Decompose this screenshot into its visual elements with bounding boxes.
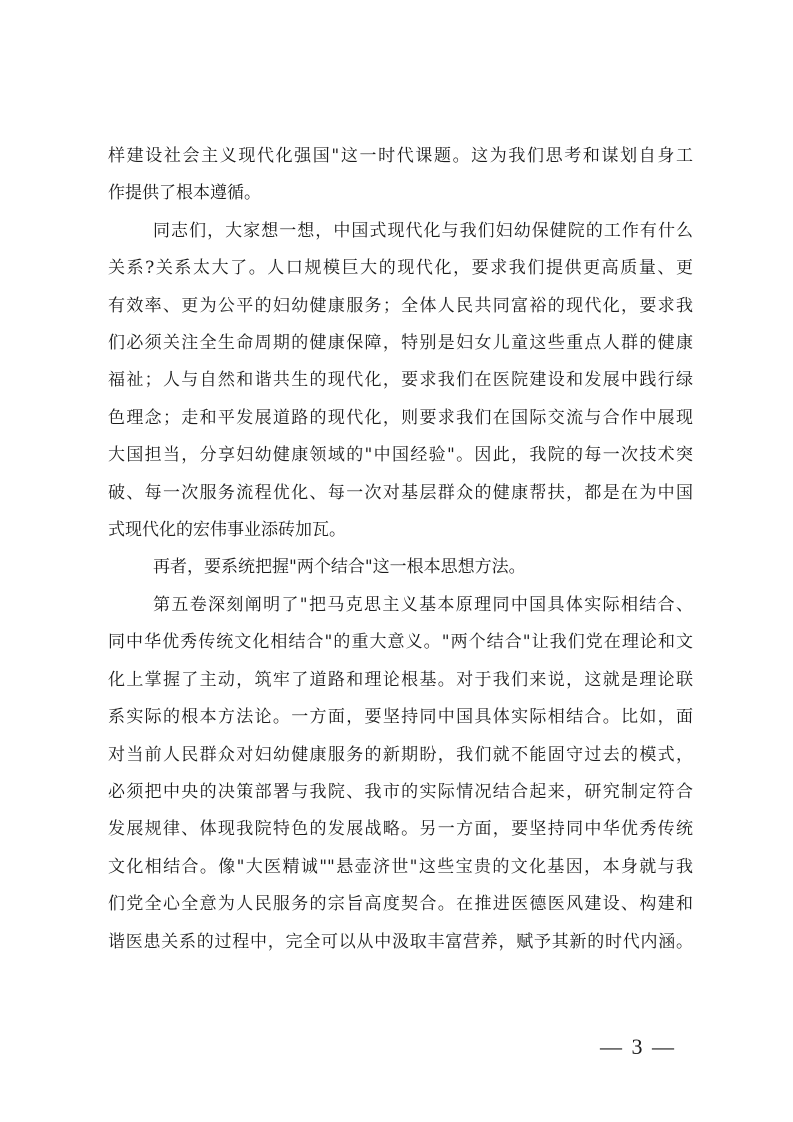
text-line: 必须把中央的决策部署与我院、我市的实际情况结合起来，研究制定符合 xyxy=(108,781,693,802)
text-line: 谐医患关系的过程中，完全可以从中汲取丰富营养，赋予其新的时代内涵。 xyxy=(108,931,693,952)
text-line: 第五卷深刻阐明了"把马克思主义基本原理同中国具体实际相结合、 xyxy=(153,594,693,615)
text-line: 有效率、更为公平的妇幼健康服务；全体人民共同富裕的现代化，要求我 xyxy=(108,295,693,316)
text-line: 对当前人民群众对妇幼健康服务的新期盼，我们就不能固守过去的模式， xyxy=(108,744,693,765)
paragraph-continuation xyxy=(108,138,693,213)
text-line: 样建设社会主义现代化强国"这一时代课题。这为我们思考和谋划自身工 xyxy=(108,146,693,166)
text-line: 文化相结合。像"大医精诚""悬壶济世"这些宝贵的文化基因，本身就与我 xyxy=(108,856,693,877)
paragraph-two-combinations-heading xyxy=(108,549,693,586)
text-line: 再者，要系统把握"两个结合"这一根本思想方法。 xyxy=(153,557,526,578)
text-line: 式现代化的宏伟事业添砖加瓦。 xyxy=(108,520,346,541)
text-line: 们党全心全意为人民服务的宗旨高度契合。在推进医德医风建设、构建和 xyxy=(108,894,693,915)
text-line: 福祉；人与自然和谐共生的现代化，要求我们在医院建设和发展中践行绿 xyxy=(108,370,693,391)
text-line: 系实际的根本方法论。一方面，要坚持同中国具体实际相结合。比如，面 xyxy=(108,707,693,728)
text-line: 同中华优秀传统文化相结合"的重大意义。"两个结合"让我们党在理论和文 xyxy=(108,632,693,653)
text-line: 关系?关系太大了。人口规模巨大的现代化，要求我们提供更高质量、更 xyxy=(108,258,693,279)
text-line: 发展规律、体现我院特色的发展战略。另一方面，要坚持同中华优秀传统 xyxy=(108,819,693,840)
text-line: 大国担当，分享妇幼健康领域的"中国经验"。因此，我院的每一次技术突 xyxy=(108,445,693,466)
text-line: 色理念；走和平发展道路的现代化，则要求我们在国际交流与合作中展现 xyxy=(108,407,693,428)
text-line: 化上掌握了主动，筑牢了道路和理论根基。对于我们来说，这就是理论联 xyxy=(108,669,693,690)
text-line: 同志们，大家想一想，中国式现代化与我们妇幼保健院的工作有什么 xyxy=(153,220,693,241)
text-line: 们必须关注全生命周期的健康保障，特别是妇女儿童这些重点人群的健康 xyxy=(108,333,693,354)
paragraph-two-combinations xyxy=(108,587,693,961)
paragraph-modernization xyxy=(108,213,693,550)
text-line: 作提供了根本遵循。 xyxy=(108,183,261,204)
document-body xyxy=(108,138,693,961)
text-line: 破、每一次服务流程优化、每一次对基层群众的健康帮扶，都是在为中国 xyxy=(108,482,693,503)
page-number: — 3 — xyxy=(600,1034,676,1059)
